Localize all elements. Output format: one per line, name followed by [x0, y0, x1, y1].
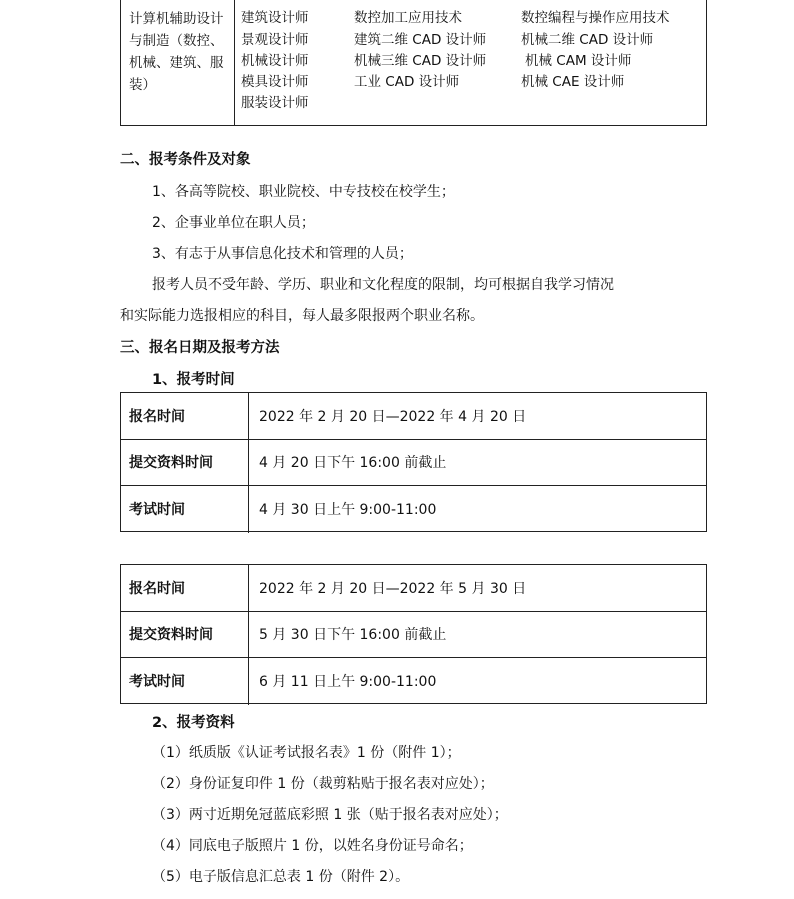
material-item: （1）纸质版《认证考试报名表》1 份（附件 1）；: [152, 745, 461, 761]
schedule-label: 考试时间: [121, 658, 249, 705]
major-item: 机械 CAM 设计师: [525, 53, 632, 69]
schedule-label: 考试时间: [121, 486, 249, 533]
schedule-table: [120, 564, 707, 704]
major-item: 数控编程与操作应用技术: [521, 10, 670, 26]
schedule-row: [121, 658, 706, 705]
schedule-table: [120, 392, 707, 532]
schedule-row: [121, 393, 706, 440]
subsection-heading: 1、报考时间: [152, 372, 235, 388]
schedule-label: 报名时间: [121, 565, 249, 611]
major-category: 计算机辅助设计与制造（数控、机械、建筑、服装）: [121, 0, 235, 125]
material-item: （3）两寸近期免冠蓝底彩照 1 张（贴于报名表对应处）；: [152, 807, 508, 823]
note-paragraph: 报考人员不受年龄、学历、职业和文化程度的限制，均可根据自我学习情况: [152, 277, 614, 293]
majors-table: [120, 0, 707, 126]
schedule-label: 提交资料时间: [121, 612, 249, 658]
schedule-label: 报名时间: [121, 393, 249, 439]
schedule-row: [121, 612, 706, 659]
major-item: 景观设计师: [241, 32, 309, 48]
schedule-label: 提交资料时间: [121, 440, 249, 486]
schedule-row: [121, 486, 706, 533]
schedule-value: 6 月 11 日上午 9:00-11:00: [259, 674, 437, 691]
major-item: 机械二维 CAD 设计师: [521, 32, 654, 48]
major-item: 服装设计师: [241, 95, 309, 111]
major-item: 机械设计师: [241, 53, 309, 69]
material-item: （2）身份证复印件 1 份（裁剪粘贴于报名表对应处）；: [152, 776, 494, 792]
major-item: 机械 CAE 设计师: [521, 74, 625, 90]
schedule-row: [121, 440, 706, 487]
major-item: 模具设计师: [241, 74, 309, 90]
condition-item: 1、各高等院校、职业院校、中专技校在校学生；: [152, 184, 455, 200]
section-heading: 三、报名日期及报考方法: [120, 340, 280, 356]
major-item: 建筑二维 CAD 设计师: [354, 32, 487, 48]
major-item: 工业 CAD 设计师: [354, 74, 460, 90]
schedule-value: 4 月 30 日上午 9:00-11:00: [259, 502, 437, 519]
schedule-value: 2022 年 2 月 20 日—2022 年 5 月 30 日: [259, 580, 527, 597]
condition-item: 2、企事业单位在职人员；: [152, 215, 315, 231]
section-heading: 二、报考条件及对象: [120, 152, 251, 168]
schedule-value: 5 月 30 日下午 16:00 前截止: [259, 627, 447, 644]
major-item: 建筑设计师: [241, 10, 309, 26]
major-item: 机械三维 CAD 设计师: [354, 53, 487, 69]
subsection-heading: 2、报考资料: [152, 715, 235, 731]
major-item: 数控加工应用技术: [354, 10, 462, 26]
note-paragraph: 和实际能力选报相应的科目，每人最多限报两个职业名称。: [120, 308, 484, 324]
material-item: （5）电子版信息汇总表 1 份（附件 2）。: [152, 869, 410, 885]
schedule-value: 2022 年 2 月 20 日—2022 年 4 月 20 日: [259, 408, 527, 425]
condition-item: 3、有志于从事信息化技术和管理的人员；: [152, 246, 413, 262]
material-item: （4）同底电子版照片 1 份，以姓名身份证号命名；: [152, 838, 473, 854]
schedule-row: [121, 565, 706, 612]
schedule-value: 4 月 20 日下午 16:00 前截止: [259, 455, 447, 472]
